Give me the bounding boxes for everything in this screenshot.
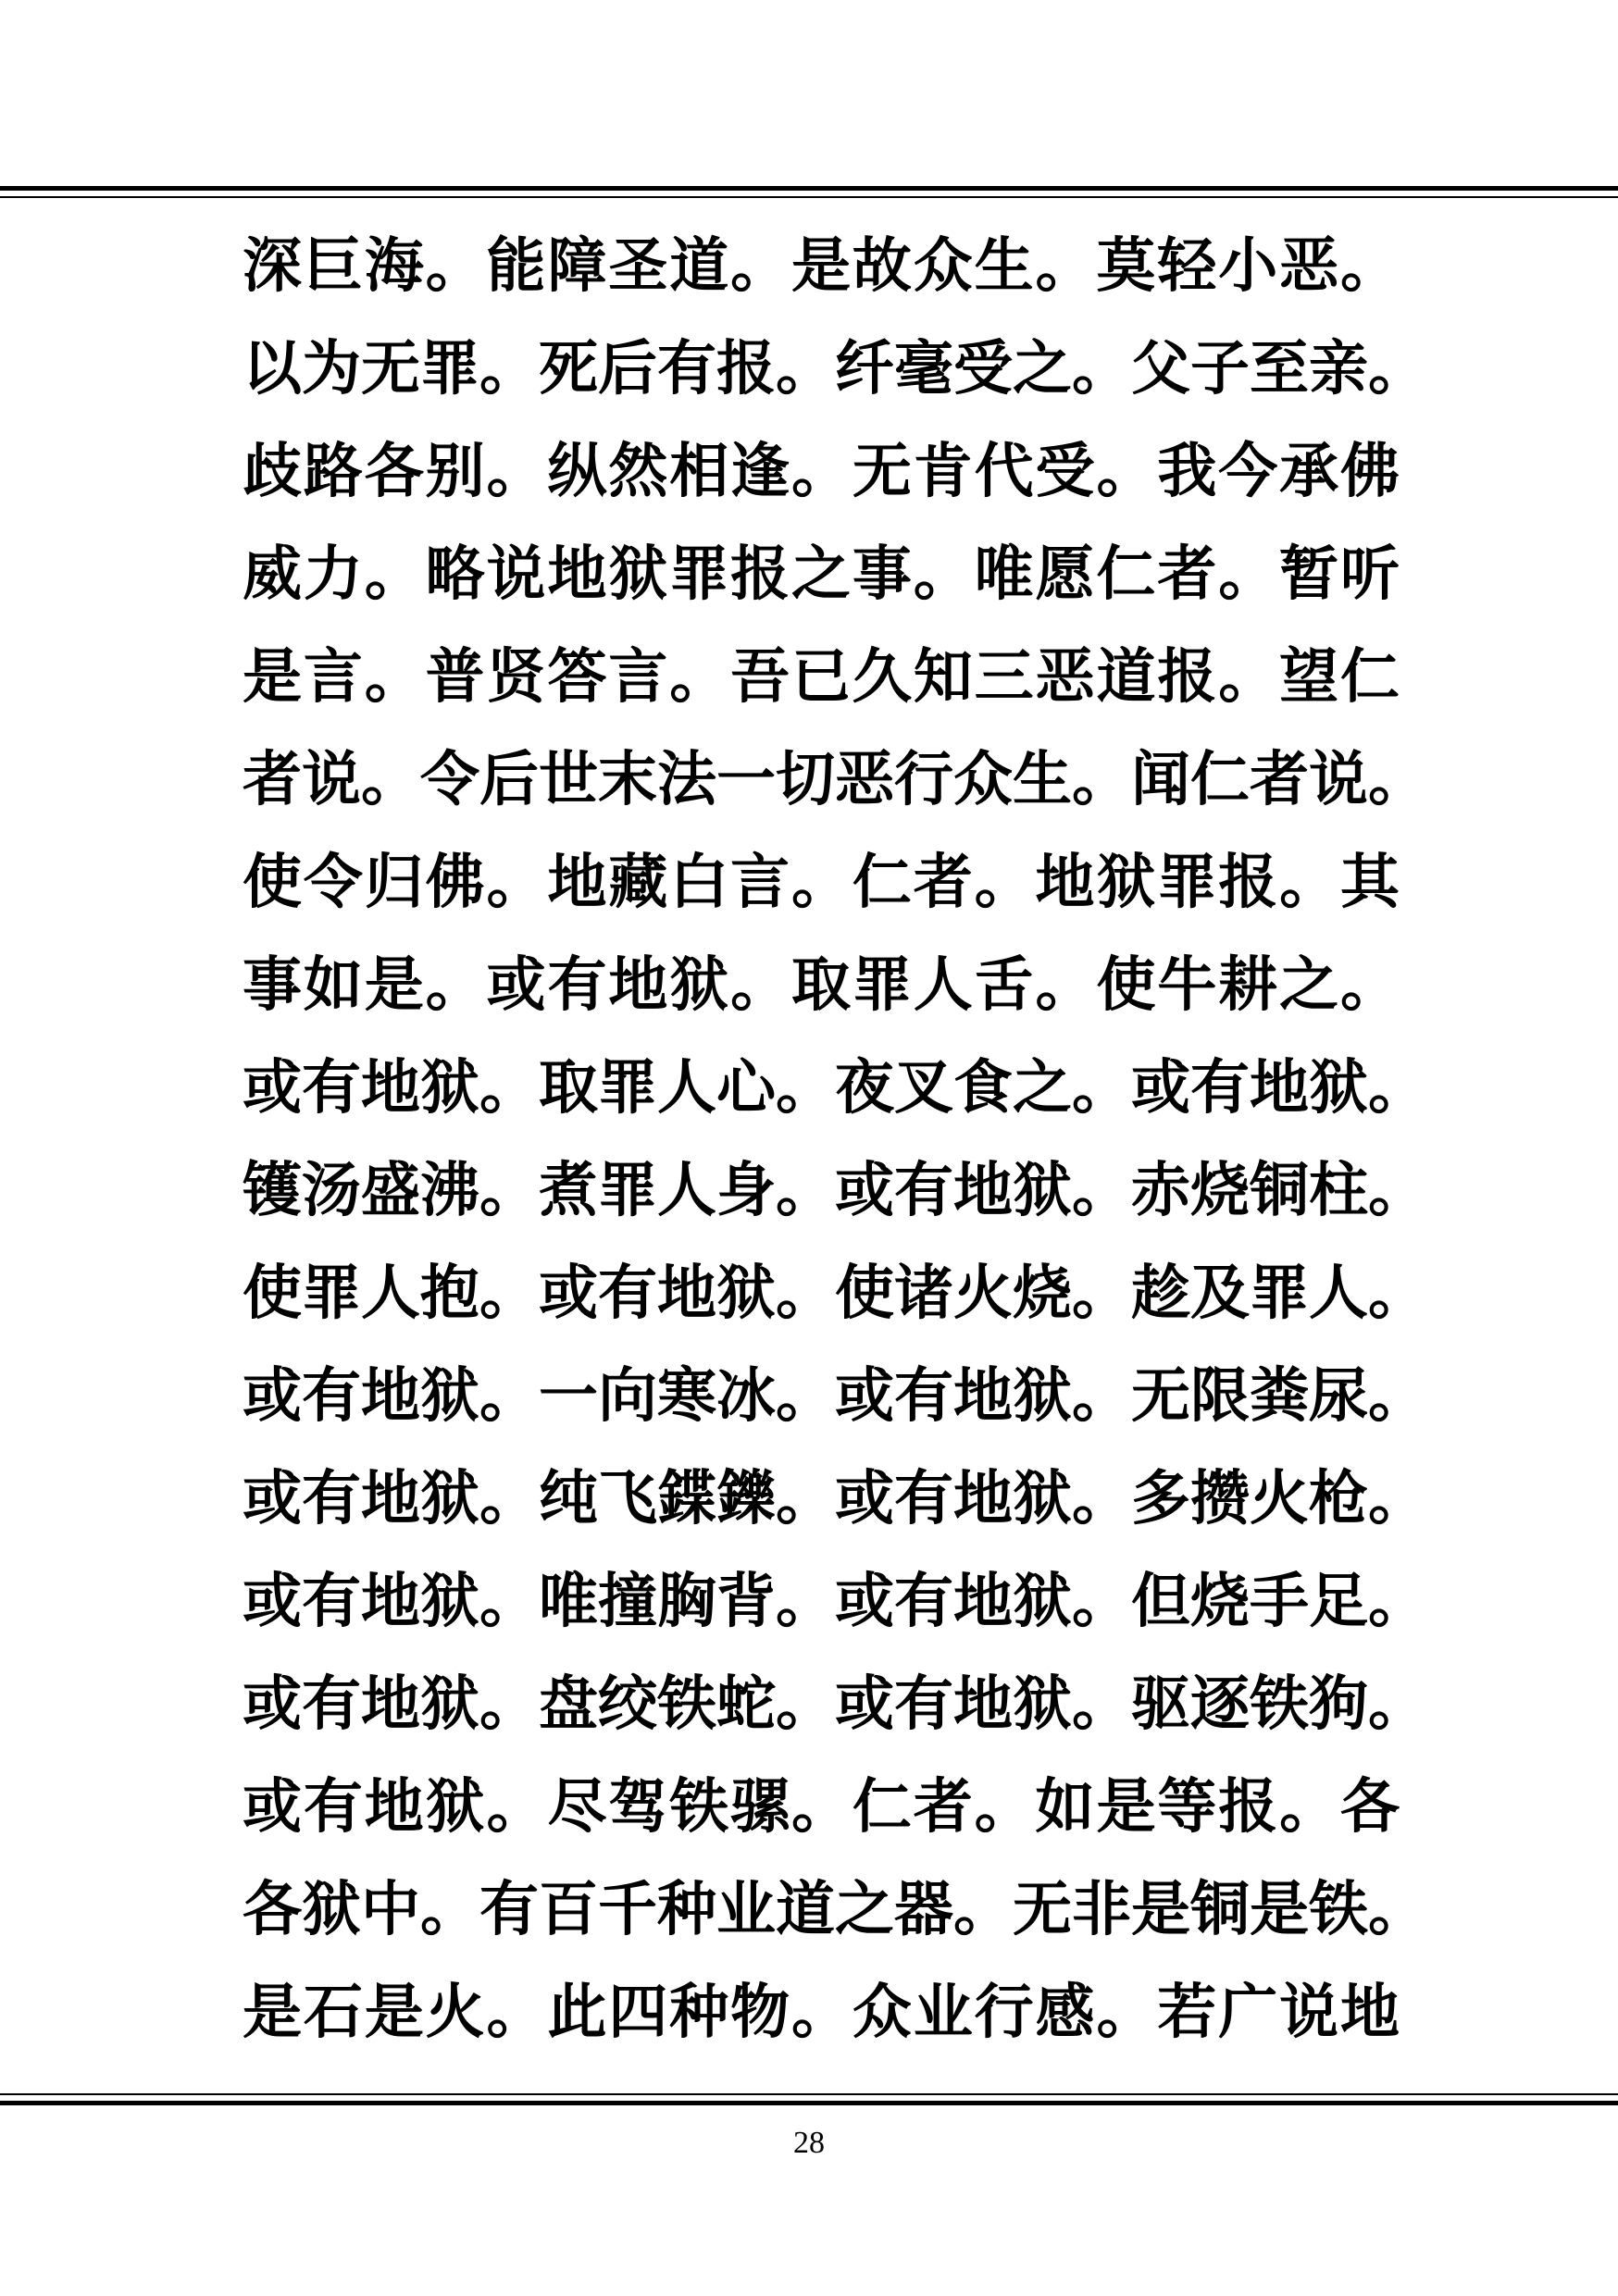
text-line-8: 事如是。或有地狱。取罪人舌。使牛耕之。 xyxy=(243,950,1400,1020)
text-line-7: 使令归佛。地藏白言。仁者。地狱罪报。其 xyxy=(243,848,1400,917)
bottom-rule-thick xyxy=(0,2101,1618,2105)
text-line-2: 以为无罪。死后有报。纤毫受之。父子至亲。 xyxy=(243,334,1427,403)
text-line-12: 或有地狱。一向寒冰。或有地狱。无限粪尿。 xyxy=(243,1361,1427,1431)
text-line-13: 或有地狱。纯飞鍱鑠。或有地狱。多攒火枪。 xyxy=(243,1464,1427,1533)
text-line-17: 各狱中。有百千种业道之器。无非是铜是铁。 xyxy=(243,1875,1427,1944)
text-line-18: 是石是火。此四种物。众业行感。若广说地 xyxy=(243,1978,1400,2047)
text-line-4: 威力。略说地狱罪报之事。唯愿仁者。暂听 xyxy=(243,540,1400,609)
text-line-9: 或有地狱。取罪人心。夜叉食之。或有地狱。 xyxy=(243,1053,1427,1123)
bottom-rule-thin xyxy=(0,2093,1618,2095)
text-line-5: 是言。普贤答言。吾已久知三恶道报。望仁 xyxy=(243,642,1400,712)
text-line-16: 或有地狱。尽驾铁骡。仁者。如是等报。各 xyxy=(243,1772,1400,1842)
text-line-11: 使罪人抱。或有地狱。使诸火烧。趁及罪人。 xyxy=(243,1259,1427,1328)
text-line-10: 镬汤盛沸。煮罪人身。或有地狱。赤烧铜柱。 xyxy=(243,1156,1427,1225)
text-line-6: 者说。令后世末法一切恶行众生。闻仁者说。 xyxy=(243,745,1427,814)
text-line-15: 或有地狱。盘绞铁蛇。或有地狱。驱逐铁狗。 xyxy=(243,1669,1427,1739)
text-line-1: 深巨海。能障圣道。是故众生。莫轻小恶。 xyxy=(243,231,1400,301)
body-text xyxy=(243,215,1427,2064)
top-rule-thin xyxy=(0,196,1618,198)
page-number: 28 xyxy=(793,2126,825,2160)
text-line-14: 或有地狱。唯撞胸背。或有地狱。但烧手足。 xyxy=(243,1567,1427,1636)
top-rule-thick xyxy=(0,186,1618,191)
text-line-3: 歧路各别。纵然相逢。无肯代受。我今承佛 xyxy=(243,437,1400,506)
